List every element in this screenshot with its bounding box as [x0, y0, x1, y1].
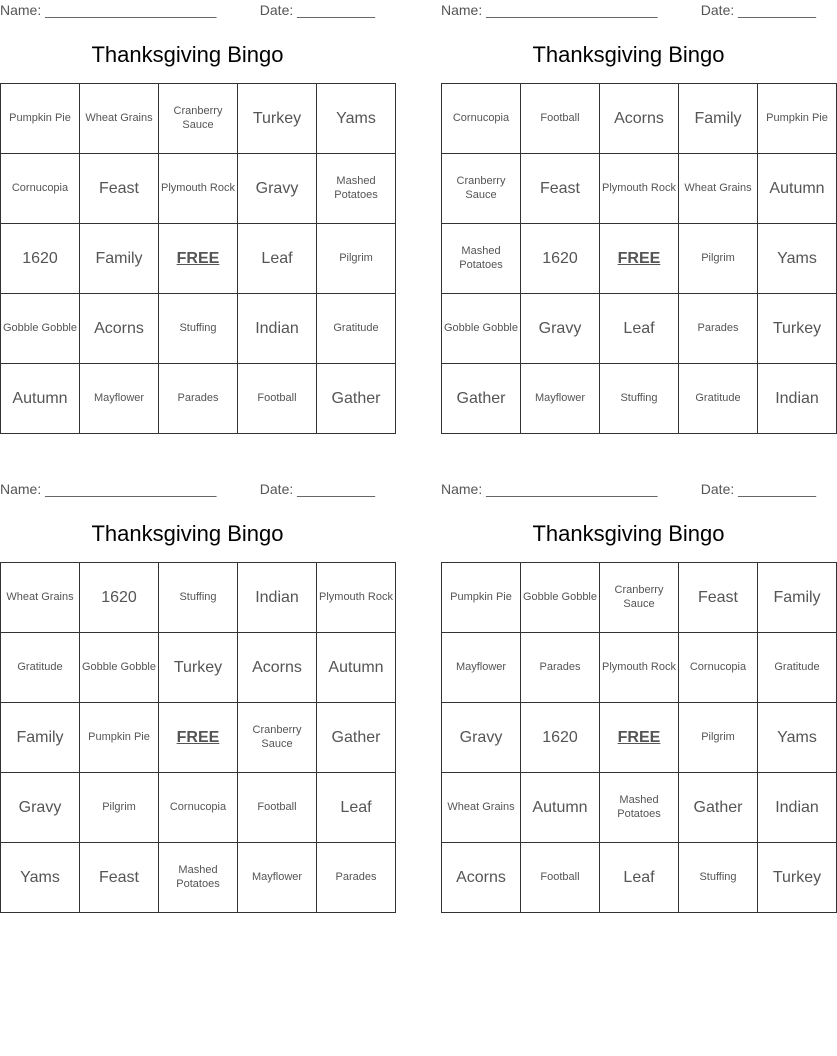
bingo-cell: Parades — [317, 843, 396, 913]
bingo-cell: Cornucopia — [442, 84, 521, 154]
bingo-cell: Wheat Grains — [80, 84, 159, 154]
bingo-card-2 — [441, 0, 828, 434]
bingo-cell: Football — [238, 773, 317, 843]
bingo-cell: Gobble Gobble — [521, 563, 600, 633]
bingo-row — [442, 633, 837, 703]
name-field-label: Name: ______________________ — [441, 481, 658, 497]
bingo-cell: Autumn — [317, 633, 396, 703]
name-field-label: Name: ______________________ — [441, 2, 658, 18]
bingo-cell: Mashed Potatoes — [317, 154, 396, 224]
bingo-cell: Family — [80, 224, 159, 294]
bingo-cell: Gather — [317, 703, 396, 773]
bingo-row — [442, 154, 837, 224]
bingo-cell: Leaf — [238, 224, 317, 294]
bingo-cell: 1620 — [521, 703, 600, 773]
bingo-grid — [0, 83, 396, 434]
bingo-cell: Pumpkin Pie — [80, 703, 159, 773]
bingo-cell: Pumpkin Pie — [1, 84, 80, 154]
bingo-cell: Gobble Gobble — [1, 294, 80, 364]
bingo-row — [442, 364, 837, 434]
bingo-cell: Plymouth Rock — [600, 633, 679, 703]
bingo-row — [442, 703, 837, 773]
bingo-row — [1, 154, 396, 224]
bingo-cell: Feast — [80, 843, 159, 913]
bingo-row — [442, 843, 837, 913]
bingo-cell: Mayflower — [238, 843, 317, 913]
bingo-row — [442, 773, 837, 843]
date-field-label: Date: __________ — [700, 2, 816, 18]
card-title: Thanksgiving Bingo — [91, 521, 284, 546]
bingo-cell: Gratitude — [679, 364, 758, 434]
bingo-grid — [441, 562, 837, 913]
bingo-row — [1, 294, 396, 364]
bingo-cell: Turkey — [758, 294, 837, 364]
bingo-cell: Gratitude — [1, 633, 80, 703]
bingo-cell: Parades — [159, 364, 238, 434]
bingo-cell: Mayflower — [80, 364, 159, 434]
bingo-cell: Gravy — [521, 294, 600, 364]
bingo-row — [442, 294, 837, 364]
bingo-row — [1, 703, 396, 773]
bingo-cell: Gratitude — [317, 294, 396, 364]
bingo-cell: Stuffing — [159, 294, 238, 364]
bingo-cell: Football — [521, 84, 600, 154]
bingo-cell: Stuffing — [159, 563, 238, 633]
bingo-cell: Acorns — [442, 843, 521, 913]
bingo-cell: Stuffing — [600, 364, 679, 434]
bingo-cell: Mashed Potatoes — [159, 843, 238, 913]
bingo-row — [1, 633, 396, 703]
bingo-cell: Yams — [1, 843, 80, 913]
bingo-card-3 — [0, 479, 393, 913]
bingo-cell: Yams — [317, 84, 396, 154]
bingo-row — [1, 773, 396, 843]
bingo-cell: Acorns — [80, 294, 159, 364]
name-field-label: Name: ______________________ — [0, 2, 217, 18]
bingo-cell: Mashed Potatoes — [600, 773, 679, 843]
bingo-cell: Football — [238, 364, 317, 434]
bingo-row — [442, 224, 837, 294]
bingo-cell: Feast — [679, 563, 758, 633]
bingo-cell: Feast — [521, 154, 600, 224]
bingo-cell: 1620 — [80, 563, 159, 633]
bingo-grid — [0, 562, 396, 913]
bingo-cell: Pumpkin Pie — [758, 84, 837, 154]
bingo-cell: Leaf — [317, 773, 396, 843]
bingo-row — [1, 364, 396, 434]
bingo-cell: Indian — [758, 364, 837, 434]
bingo-cell: Cornucopia — [679, 633, 758, 703]
bingo-cell: Gravy — [442, 703, 521, 773]
bingo-card-4 — [441, 479, 822, 913]
date-field-label: Date: __________ — [259, 2, 375, 18]
bingo-cell: Cranberry Sauce — [238, 703, 317, 773]
bingo-cell: Gravy — [238, 154, 317, 224]
bingo-cell: Mayflower — [442, 633, 521, 703]
bingo-row — [1, 563, 396, 633]
bingo-cell: Yams — [758, 703, 837, 773]
bingo-cell: Cornucopia — [1, 154, 80, 224]
bingo-cell: Family — [1, 703, 80, 773]
bingo-cell: Pilgrim — [317, 224, 396, 294]
bingo-row — [1, 84, 396, 154]
bingo-cell: Gather — [442, 364, 521, 434]
card-title: Thanksgiving Bingo — [91, 42, 284, 67]
bingo-cell: Family — [679, 84, 758, 154]
bingo-cell: Leaf — [600, 843, 679, 913]
bingo-cell: Plymouth Rock — [317, 563, 396, 633]
bingo-cell: Pilgrim — [679, 703, 758, 773]
date-field-label: Date: __________ — [700, 481, 816, 497]
card-header — [441, 0, 816, 22]
card-title: Thanksgiving Bingo — [532, 521, 725, 546]
bingo-cell: Cornucopia — [159, 773, 238, 843]
bingo-cell: Plymouth Rock — [159, 154, 238, 224]
bingo-cell: Gobble Gobble — [442, 294, 521, 364]
card-title: Thanksgiving Bingo — [532, 42, 725, 67]
bingo-cell: Indian — [758, 773, 837, 843]
free-space-cell: FREE — [600, 224, 679, 294]
bingo-cell: Parades — [679, 294, 758, 364]
bingo-card-1 — [0, 0, 381, 434]
bingo-cell: 1620 — [1, 224, 80, 294]
bingo-row — [442, 563, 837, 633]
bingo-cell: Wheat Grains — [442, 773, 521, 843]
bingo-row — [1, 843, 396, 913]
bingo-cell: 1620 — [521, 224, 600, 294]
free-space-cell: FREE — [159, 703, 238, 773]
bingo-cell: Pilgrim — [679, 224, 758, 294]
bingo-cell: Cranberry Sauce — [159, 84, 238, 154]
bingo-cell: Football — [521, 843, 600, 913]
bingo-cell: Gather — [679, 773, 758, 843]
date-field-label: Date: __________ — [259, 481, 375, 497]
bingo-cell: Acorns — [238, 633, 317, 703]
bingo-cell: Gravy — [1, 773, 80, 843]
bingo-cell: Gather — [317, 364, 396, 434]
free-space-cell: FREE — [600, 703, 679, 773]
bingo-cell: Gratitude — [758, 633, 837, 703]
bingo-cell: Yams — [758, 224, 837, 294]
name-field-label: Name: ______________________ — [0, 481, 217, 497]
bingo-cell: Acorns — [600, 84, 679, 154]
bingo-cell: Wheat Grains — [1, 563, 80, 633]
bingo-cell: Turkey — [238, 84, 317, 154]
bingo-cell: Wheat Grains — [679, 154, 758, 224]
bingo-cell: Indian — [238, 294, 317, 364]
bingo-cell: Mayflower — [521, 364, 600, 434]
bingo-cell: Parades — [521, 633, 600, 703]
bingo-cell: Family — [758, 563, 837, 633]
bingo-cell: Leaf — [600, 294, 679, 364]
card-header — [0, 479, 375, 501]
bingo-cell: Gobble Gobble — [80, 633, 159, 703]
bingo-cell: Turkey — [758, 843, 837, 913]
card-header — [441, 479, 816, 501]
bingo-cell: Pilgrim — [80, 773, 159, 843]
bingo-cell: Pumpkin Pie — [442, 563, 521, 633]
bingo-row — [442, 84, 837, 154]
bingo-cell: Turkey — [159, 633, 238, 703]
bingo-grid — [441, 83, 837, 434]
bingo-cell: Autumn — [1, 364, 80, 434]
bingo-cell: Cranberry Sauce — [600, 563, 679, 633]
bingo-cell: Indian — [238, 563, 317, 633]
bingo-cell: Autumn — [758, 154, 837, 224]
bingo-row — [1, 224, 396, 294]
bingo-cell: Cranberry Sauce — [442, 154, 521, 224]
bingo-cell: Stuffing — [679, 843, 758, 913]
free-space-cell: FREE — [159, 224, 238, 294]
bingo-cell: Autumn — [521, 773, 600, 843]
bingo-cell: Feast — [80, 154, 159, 224]
card-header — [0, 0, 375, 22]
bingo-cell: Plymouth Rock — [600, 154, 679, 224]
bingo-cell: Mashed Potatoes — [442, 224, 521, 294]
